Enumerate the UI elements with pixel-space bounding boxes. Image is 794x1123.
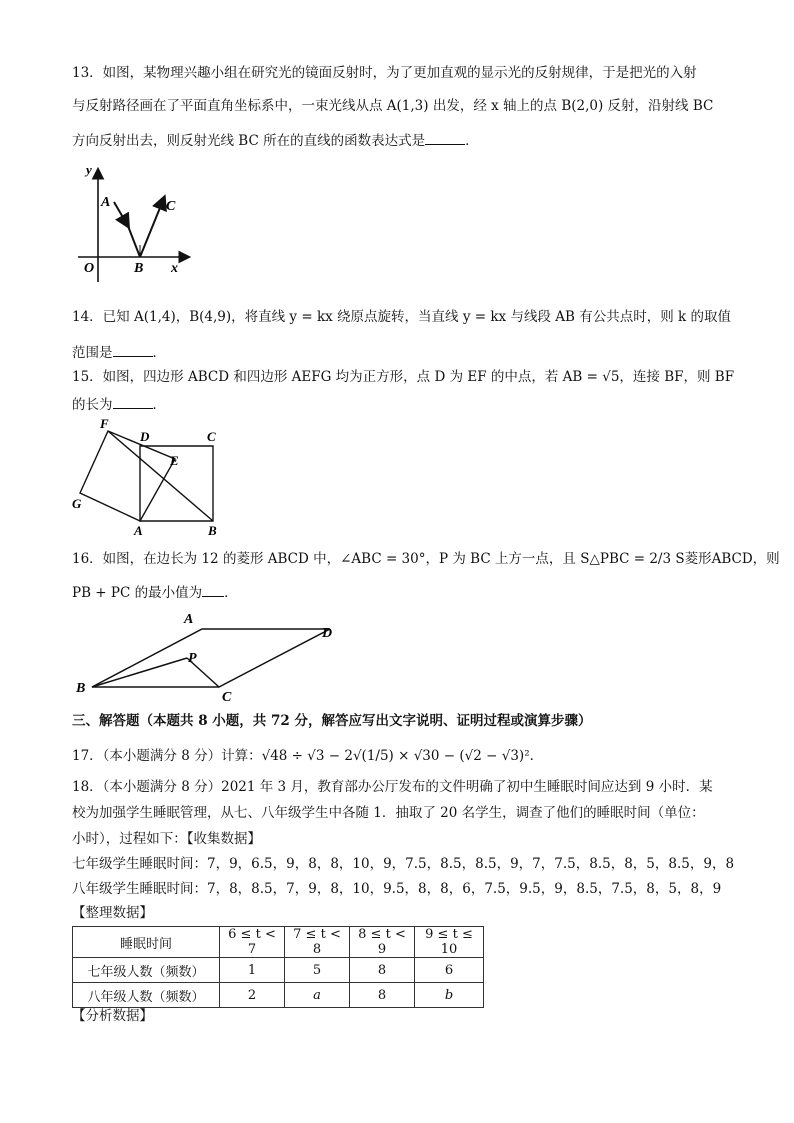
q15-label-d: D xyxy=(140,429,150,444)
q14-line-2-text: 范围是 xyxy=(72,345,113,361)
q15-segment-bf xyxy=(108,431,213,521)
table-cell: 8 xyxy=(350,983,415,1008)
q17-text: 17．（本小题满分 8 分）计算：√48 ÷ √3 − 2√(1/5) × √30 − (√2 − √3)²． xyxy=(72,748,544,764)
q18-line-3: 小时），过程如下：【收集数据】 xyxy=(72,831,261,847)
q14-line-1: 14．已知 A(1,4)，B(4,9)，将直线 y = kx 绕原点旋转，当直线 y = kx 与线段 AB 有公共点时，则 k 的取值 xyxy=(72,309,731,325)
q13-end: ． xyxy=(465,133,479,149)
table-cell: 2 xyxy=(220,983,285,1008)
section-3-heading: 三、解答题（本题共 8 小题，共 72 分，解答应写出文字说明、证明过程或演算步骤） xyxy=(72,713,592,729)
q18-line-2: 校为加强学生睡眠管理，从七、八年级学生中各随 1．抽取了 20 名学生，调查了他们的睡眠时间（单位： xyxy=(72,805,705,821)
q13-ray-ab xyxy=(114,202,128,226)
table-header-cell: 9 ≤ t ≤ 10 xyxy=(415,927,484,958)
q14-line-2 xyxy=(72,342,166,363)
q15-label-b: B xyxy=(208,523,217,538)
table-header-cell: 7 ≤ t < 8 xyxy=(285,927,350,958)
q18-line-4: 七年级学生睡眠时间：7，9，6.5，9，8，8，10，9，7.5，8.5，8.5，9，7，7.5，8.5，8，5，8.5，9，8 xyxy=(72,856,735,872)
q16-label-p: P xyxy=(188,651,197,666)
q13-line-1: 13．如图，某物理兴趣小组在研究光的镜面反射时，为了更加直观的显示光的反射规律，于是把光的入射 xyxy=(72,65,697,81)
q16-rhombus xyxy=(92,629,330,687)
q16-line-1: 16．如图，在边长为 12 的菱形 ABCD 中，∠ABC = 30°，P 为 BC 上方一点，且 S△PBC = 2/3 S菱形ABCD，则 xyxy=(72,551,780,567)
q16-line-2 xyxy=(72,582,238,603)
q14-answer-blank xyxy=(113,342,153,357)
q15-line-1: 15．如图，四边形 ABCD 和四边形 AEFG 均为正方形，点 D 为 EF 的中点，若 AB = √5，连接 BF，则 BF xyxy=(72,369,735,385)
q13-line-2: 与反射路径画在了平面直角坐标系中，一束光线从点 A(1,3) 出发，经 x 轴上的点 B(2,0) 反射，沿射线 BC xyxy=(72,98,714,114)
q15-line-2-text: 的长为 xyxy=(72,397,113,413)
q15-line-2 xyxy=(72,394,166,415)
q13-label-y: y xyxy=(86,162,92,177)
q18-frequency-table xyxy=(72,926,484,1008)
q13-answer-blank xyxy=(425,130,465,145)
q15-label-f: F xyxy=(100,416,109,431)
q15-label-c: C xyxy=(207,429,216,444)
q15-answer-blank xyxy=(113,394,153,409)
table-header-cell: 6 ≤ t < 7 xyxy=(220,927,285,958)
table-header-cell: 8 ≤ t < 9 xyxy=(350,927,415,958)
q16-figure xyxy=(74,610,344,705)
q18-line-6: 【整理数据】 xyxy=(72,905,153,921)
q13-line-3-text: 方向反射出去，则反射光线 BC 所在的直线的函数表达式是 xyxy=(72,133,426,149)
q13-label-o: O xyxy=(84,261,95,276)
q18-line-1: 18．（本小题满分 8 分）2021 年 3 月，教育部办公厅发布的文件明确了初中生睡眠时间应达到 9 小时．某 xyxy=(72,779,713,795)
table-header-cell: 睡眠时间 xyxy=(73,927,220,958)
table-cell: 5 xyxy=(285,958,350,983)
table-cell: a xyxy=(285,983,350,1008)
q13-figure xyxy=(76,160,196,285)
q16-label-c: C xyxy=(222,690,232,705)
table-cell: b xyxy=(415,983,484,1008)
table-cell: 8 xyxy=(350,958,415,983)
q13-ray-bc xyxy=(140,198,164,257)
table-row xyxy=(73,958,484,983)
q15-end: ． xyxy=(152,397,166,413)
q15-label-a: A xyxy=(134,523,143,538)
table-cell: 七年级人数（频数） xyxy=(73,958,220,983)
table-cell: 6 xyxy=(415,958,484,983)
q15-figure xyxy=(72,418,232,540)
q16-label-d: D xyxy=(322,626,333,641)
table-cell: 八年级人数（频数） xyxy=(73,983,220,1008)
q16-answer-blank xyxy=(202,582,224,597)
q13-label-a: A xyxy=(101,195,111,210)
q15-label-e: E xyxy=(170,453,179,468)
q16-end: ． xyxy=(224,585,238,601)
table-cell: 1 xyxy=(220,958,285,983)
table-row xyxy=(73,983,484,1008)
q16-label-a: A xyxy=(184,612,194,627)
q13-label-c: C xyxy=(166,199,176,214)
q13-label-x: x xyxy=(171,261,178,276)
q13-label-b: B xyxy=(134,261,144,276)
q15-label-g: G xyxy=(72,496,82,511)
q14-end: ． xyxy=(152,345,166,361)
q18-analysis-heading: 【分析数据】 xyxy=(72,1008,153,1024)
q16-label-b: B xyxy=(76,681,86,696)
q13-line-3 xyxy=(72,130,479,151)
q18-line-5: 八年级学生睡眠时间：7，8，8.5，7，9，8，10，9.5，8，8，6，7.5，9.5，9，8.5，7.5，8，5，8，9 xyxy=(72,881,722,897)
q16-line-2-text: PB + PC 的最小值为 xyxy=(72,585,203,601)
q13-ray-ab-rest xyxy=(128,226,140,257)
table-header-row xyxy=(73,927,484,958)
